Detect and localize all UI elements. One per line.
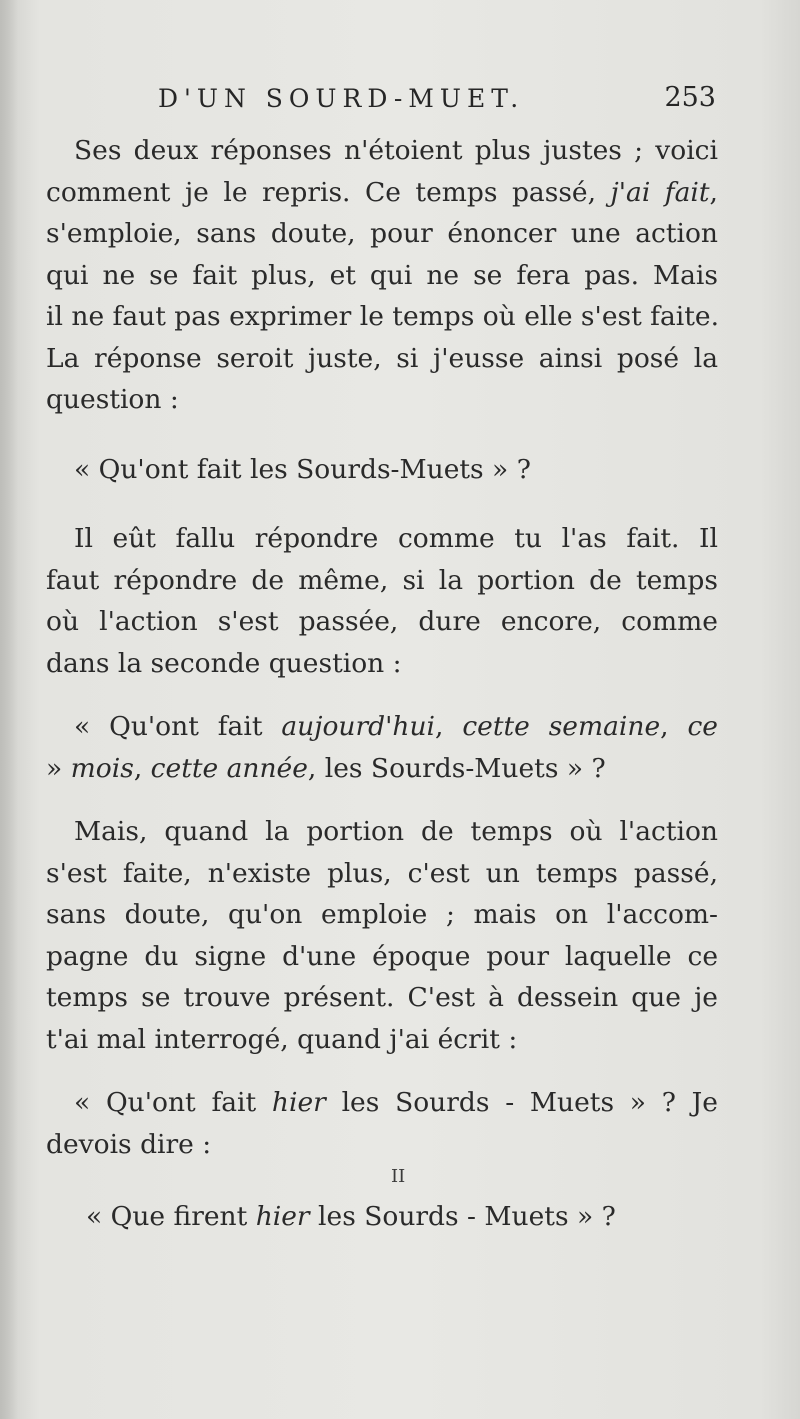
- text-span: « Qu'ont fait: [74, 711, 282, 742]
- text-line: il ne faut pas exprimer le temps où elle s'est faite.: [46, 301, 720, 332]
- paragraph-gap: [46, 684, 718, 706]
- text-line: faut répondre de même, si la portion de temps: [46, 564, 718, 596]
- quoted-question: [86, 1196, 616, 1238]
- text-span: comment je le repris. Ce temps passé,: [46, 176, 597, 208]
- text-line: qui ne se fait plus, et qui ne se fera pas. Mais: [46, 259, 718, 291]
- text-line: s'est faite, n'existe plus, c'est un temps passé,: [46, 857, 718, 889]
- text-span: ,: [660, 711, 688, 742]
- italic-term: mois: [70, 752, 134, 784]
- text-line: t'ai mal interrogé, quand j'ai écrit :: [46, 1023, 518, 1055]
- text-line: question :: [46, 384, 179, 415]
- page-gutter-shadow: [0, 0, 18, 1419]
- page-number: 253: [664, 82, 716, 113]
- text-span: , les Sourds-Muets » ?: [307, 752, 606, 784]
- quoted-question: « Qu'ont fait les Sourds-Muets » ?: [74, 453, 531, 485]
- text-line: où l'action s'est passée, dure encore, comme: [46, 606, 718, 637]
- text-span: ,: [435, 711, 463, 742]
- text-line: devois dire :: [46, 1128, 212, 1160]
- text-line: La réponse seroit juste, si j'eusse ainsi posé la: [46, 342, 718, 374]
- text-line: sans doute, qu'on emploie ; mais on l'accom-: [46, 899, 718, 930]
- italic-term: hier: [255, 1201, 310, 1232]
- paragraph-gap: [46, 490, 718, 518]
- paragraph-gap: [46, 421, 718, 449]
- paragraph-gap: [46, 789, 718, 811]
- text-line: Il eût fallu répondre comme tu l'as fait. Il: [74, 523, 718, 554]
- text-line: s'emploie, sans doute, pour énoncer une action: [46, 218, 718, 249]
- text-line: Mais, quand la portion de temps où l'action: [74, 816, 718, 847]
- text-span: les Sourds - Muets » ? Je: [325, 1087, 718, 1118]
- italic-term: ce: [687, 711, 718, 742]
- italic-term: hier: [271, 1087, 326, 1118]
- text-line: Ses deux réponses n'étoient plus justes ; voici: [74, 135, 718, 166]
- text-line: [46, 172, 718, 214]
- text-span: »: [46, 752, 71, 784]
- quoted-question-continued: [46, 748, 718, 790]
- paragraph-gap: [46, 1060, 718, 1082]
- italic-term: cette année: [150, 752, 308, 784]
- text-span: « Qu'ont fait: [74, 1087, 272, 1118]
- quoted-question: [46, 706, 718, 748]
- italic-term: j'ai fait: [610, 176, 710, 208]
- text-line: temps se trouve présent. C'est à dessein que je: [46, 982, 718, 1013]
- text-line: pagne du signe d'une époque pour laquelle ce: [46, 940, 718, 972]
- text-line: dans la seconde question :: [46, 647, 402, 679]
- text-span: « Que firent: [86, 1201, 256, 1232]
- italic-term: cette semaine: [462, 711, 661, 742]
- text-span: les Sourds - Muets » ?: [309, 1201, 616, 1232]
- italic-term: aujourd'hui: [281, 711, 435, 742]
- running-head: D'UN SOURD-MUET.: [158, 84, 525, 113]
- page-header: [0, 80, 800, 120]
- text-span: ,: [133, 752, 151, 784]
- text-span: ,: [709, 176, 718, 208]
- body-text: [46, 130, 718, 1165]
- signature-mark: II: [391, 1166, 406, 1187]
- quoted-question: [46, 1082, 718, 1124]
